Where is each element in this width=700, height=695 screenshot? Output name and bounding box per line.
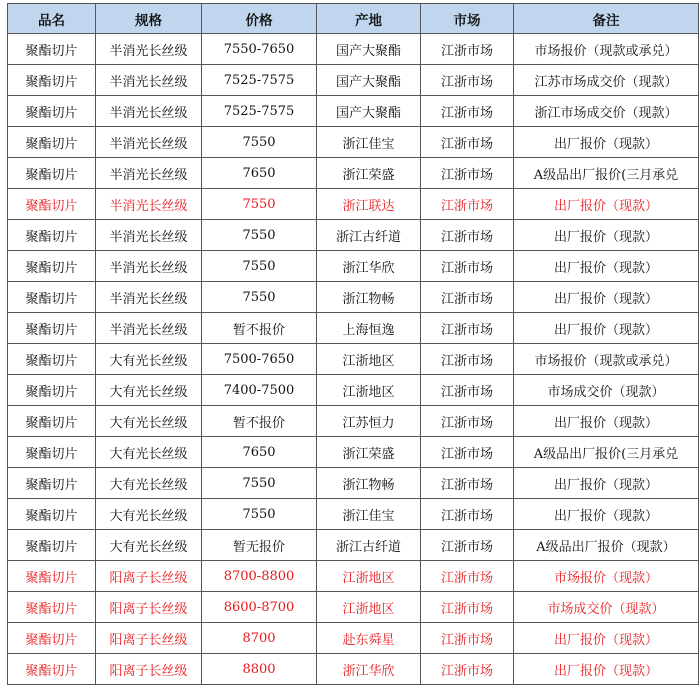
cell-product: 聚酯切片 — [8, 530, 96, 561]
cell-price: 7550 — [202, 127, 317, 158]
cell-origin: 浙江佳宝 — [317, 499, 421, 530]
cell-origin: 国产大聚酯 — [317, 34, 421, 65]
header-product: 品名 — [8, 4, 96, 34]
cell-spec: 半消光长丝级 — [96, 34, 202, 65]
table-row — [8, 96, 699, 127]
header-price: 价格 — [202, 4, 317, 34]
cell-spec: 半消光长丝级 — [96, 96, 202, 127]
cell-price: 7400-7500 — [202, 375, 317, 406]
cell-remark: 出厂报价（现款） — [514, 654, 699, 685]
cell-price: 7550 — [202, 189, 317, 220]
cell-market: 江浙市场 — [421, 437, 514, 468]
cell-product: 聚酯切片 — [8, 654, 96, 685]
cell-spec: 大有光长丝级 — [96, 406, 202, 437]
cell-spec: 阳离子长丝级 — [96, 592, 202, 623]
cell-market: 江浙市场 — [421, 654, 514, 685]
cell-price: 7550 — [202, 251, 317, 282]
cell-market: 江浙市场 — [421, 158, 514, 189]
cell-market: 江浙市场 — [421, 65, 514, 96]
cell-product: 聚酯切片 — [8, 127, 96, 158]
cell-spec: 大有光长丝级 — [96, 344, 202, 375]
table-row — [8, 530, 699, 561]
cell-spec: 阳离子长丝级 — [96, 623, 202, 654]
table-row — [8, 437, 699, 468]
cell-spec: 半消光长丝级 — [96, 313, 202, 344]
cell-spec: 大有光长丝级 — [96, 375, 202, 406]
cell-price: 8800 — [202, 654, 317, 685]
cell-market: 江浙市场 — [421, 313, 514, 344]
cell-spec: 大有光长丝级 — [96, 437, 202, 468]
cell-price: 7550-7650 — [202, 34, 317, 65]
table-row — [8, 375, 699, 406]
cell-product: 聚酯切片 — [8, 437, 96, 468]
cell-price: 7525-7575 — [202, 96, 317, 127]
table-row — [8, 344, 699, 375]
cell-market: 江浙市场 — [421, 344, 514, 375]
cell-price: 7500-7650 — [202, 344, 317, 375]
cell-product: 聚酯切片 — [8, 65, 96, 96]
cell-market: 江浙市场 — [421, 375, 514, 406]
cell-product: 聚酯切片 — [8, 499, 96, 530]
cell-spec: 半消光长丝级 — [96, 127, 202, 158]
cell-market: 江浙市场 — [421, 623, 514, 654]
cell-market: 江浙市场 — [421, 499, 514, 530]
cell-remark: 出厂报价（现款） — [514, 220, 699, 251]
cell-spec: 半消光长丝级 — [96, 189, 202, 220]
cell-remark: 出厂报价（现款） — [514, 189, 699, 220]
cell-spec: 半消光长丝级 — [96, 65, 202, 96]
cell-product: 聚酯切片 — [8, 96, 96, 127]
header-remark: 备注 — [514, 4, 699, 34]
table-row — [8, 313, 699, 344]
cell-market: 江浙市场 — [421, 282, 514, 313]
cell-spec: 大有光长丝级 — [96, 530, 202, 561]
cell-market: 江浙市场 — [421, 34, 514, 65]
table-row — [8, 282, 699, 313]
cell-remark: 市场报价（现款） — [514, 561, 699, 592]
cell-remark: 市场成交价（现款） — [514, 375, 699, 406]
cell-spec: 大有光长丝级 — [96, 499, 202, 530]
table-row — [8, 34, 699, 65]
cell-remark: 出厂报价（现款） — [514, 623, 699, 654]
cell-origin: 江浙地区 — [317, 344, 421, 375]
cell-product: 聚酯切片 — [8, 375, 96, 406]
cell-market: 江浙市场 — [421, 251, 514, 282]
cell-product: 聚酯切片 — [8, 313, 96, 344]
table-row — [8, 561, 699, 592]
cell-spec: 半消光长丝级 — [96, 282, 202, 313]
cell-spec: 半消光长丝级 — [96, 158, 202, 189]
cell-market: 江浙市场 — [421, 530, 514, 561]
cell-product: 聚酯切片 — [8, 592, 96, 623]
cell-price: 7550 — [202, 468, 317, 499]
header-origin: 产地 — [317, 4, 421, 34]
table-row — [8, 499, 699, 530]
cell-origin: 江浙地区 — [317, 375, 421, 406]
cell-origin: 赴东舜星 — [317, 623, 421, 654]
cell-remark: 江苏市场成交价（现款） — [514, 65, 699, 96]
price-table — [7, 3, 699, 685]
cell-origin: 浙江华欣 — [317, 251, 421, 282]
cell-product: 聚酯切片 — [8, 344, 96, 375]
table-row — [8, 189, 699, 220]
cell-remark: 出厂报价（现款） — [514, 406, 699, 437]
cell-market: 江浙市场 — [421, 468, 514, 499]
cell-price: 暂不报价 — [202, 406, 317, 437]
table-row — [8, 623, 699, 654]
cell-price: 8600-8700 — [202, 592, 317, 623]
cell-product: 聚酯切片 — [8, 561, 96, 592]
cell-origin: 浙江联达 — [317, 189, 421, 220]
cell-remark: 出厂报价（现款） — [514, 127, 699, 158]
cell-product: 聚酯切片 — [8, 406, 96, 437]
cell-remark: 浙江市场成交价（现款） — [514, 96, 699, 127]
cell-origin: 江苏恒力 — [317, 406, 421, 437]
header-spec: 规格 — [96, 4, 202, 34]
cell-origin: 国产大聚酯 — [317, 96, 421, 127]
cell-price: 8700-8800 — [202, 561, 317, 592]
cell-origin: 浙江物畅 — [317, 468, 421, 499]
cell-price: 7650 — [202, 437, 317, 468]
table-row — [8, 65, 699, 96]
cell-price: 7550 — [202, 282, 317, 313]
cell-spec: 大有光长丝级 — [96, 468, 202, 499]
cell-price: 8700 — [202, 623, 317, 654]
cell-remark: 出厂报价（现款） — [514, 468, 699, 499]
table-row — [8, 251, 699, 282]
cell-origin: 浙江佳宝 — [317, 127, 421, 158]
cell-product: 聚酯切片 — [8, 251, 96, 282]
cell-product: 聚酯切片 — [8, 468, 96, 499]
cell-market: 江浙市场 — [421, 220, 514, 251]
cell-market: 江浙市场 — [421, 127, 514, 158]
cell-origin: 浙江华欣 — [317, 654, 421, 685]
cell-market: 江浙市场 — [421, 406, 514, 437]
cell-product: 聚酯切片 — [8, 189, 96, 220]
cell-market: 江浙市场 — [421, 561, 514, 592]
cell-price: 7550 — [202, 499, 317, 530]
cell-origin: 浙江古纤道 — [317, 220, 421, 251]
header-market: 市场 — [421, 4, 514, 34]
cell-product: 聚酯切片 — [8, 158, 96, 189]
cell-remark: 市场成交价（现款） — [514, 592, 699, 623]
cell-price: 暂无报价 — [202, 530, 317, 561]
cell-origin: 浙江物畅 — [317, 282, 421, 313]
cell-remark: 出厂报价（现款） — [514, 499, 699, 530]
cell-spec: 阳离子长丝级 — [96, 654, 202, 685]
cell-remark: A级品出厂报价(三月承兑 — [514, 437, 699, 468]
cell-remark: 市场报价（现款或承兑） — [514, 344, 699, 375]
cell-origin: 国产大聚酯 — [317, 65, 421, 96]
cell-market: 江浙市场 — [421, 592, 514, 623]
cell-price: 7525-7575 — [202, 65, 317, 96]
cell-origin: 浙江荣盛 — [317, 158, 421, 189]
cell-price: 7650 — [202, 158, 317, 189]
cell-origin: 浙江古纤道 — [317, 530, 421, 561]
cell-origin: 浙江荣盛 — [317, 437, 421, 468]
cell-price: 暂不报价 — [202, 313, 317, 344]
cell-remark: 出厂报价（现款） — [514, 251, 699, 282]
cell-spec: 半消光长丝级 — [96, 251, 202, 282]
cell-origin: 江浙地区 — [317, 561, 421, 592]
cell-price: 7550 — [202, 220, 317, 251]
table-row — [8, 592, 699, 623]
header-row — [8, 4, 699, 34]
table-row — [8, 127, 699, 158]
cell-product: 聚酯切片 — [8, 623, 96, 654]
cell-remark: A级品出厂报价(三月承兑 — [514, 158, 699, 189]
table-row — [8, 468, 699, 499]
cell-remark: A级品出厂报价（现款） — [514, 530, 699, 561]
table-row — [8, 220, 699, 251]
cell-market: 江浙市场 — [421, 96, 514, 127]
table-row — [8, 406, 699, 437]
cell-remark: 市场报价（现款或承兑） — [514, 34, 699, 65]
cell-origin: 江浙地区 — [317, 592, 421, 623]
cell-product: 聚酯切片 — [8, 220, 96, 251]
cell-remark: 出厂报价（现款） — [514, 282, 699, 313]
cell-spec: 阳离子长丝级 — [96, 561, 202, 592]
cell-spec: 半消光长丝级 — [96, 220, 202, 251]
cell-product: 聚酯切片 — [8, 34, 96, 65]
table-row — [8, 158, 699, 189]
cell-remark: 出厂报价（现款） — [514, 313, 699, 344]
cell-origin: 上海恒逸 — [317, 313, 421, 344]
table-row — [8, 654, 699, 685]
cell-product: 聚酯切片 — [8, 282, 96, 313]
cell-market: 江浙市场 — [421, 189, 514, 220]
